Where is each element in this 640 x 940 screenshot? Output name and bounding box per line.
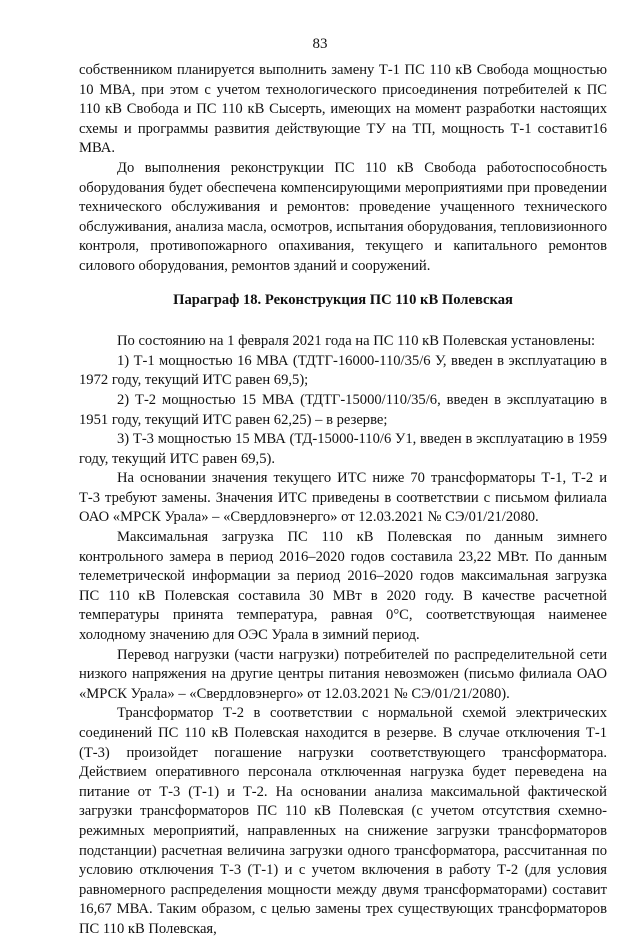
- paragraph: По состоянию на 1 февраля 2021 года на ПС 110 кВ Полевская установлены:: [117, 333, 596, 350]
- paragraph: До выполнения реконструкции ПС 110 кВ Свобода работоспособность оборудования будет обеспечена компенсирующими мероприятиями при проведении технического обслуживания и ремонтов: проведение учащенного технического обслуживания, анализа масла, осмотров, испытания оборудования, тепловизионного контроля, противопожарного опахивания, текущего и капитального ремонтов силового оборудования, ремонтов зданий и сооружений.: [79, 159, 607, 274]
- list-item: 3) Т-3 мощностью 15 МВА (ТД-15000-110/6 У1, введен в эксплуатацию в 1959 году, текущий ИТС равен 69,5).: [79, 431, 607, 467]
- document-body: [79, 61, 607, 940]
- paragraph: Трансформатор Т-2 в соответствии с нормальной схемой электрических соединений ПС 110 кВ Полевская находится в резерве. В случае отключения Т-1 (Т-3) произойдет погашение нагрузки соответствующего трансформатора. Действием оперативного персонала отключенная нагрузка будет переведена на питание от Т-3 (Т-1) и Т-2. На основании анализа максимальной фактической загрузки трансформаторов ПС 110 кВ Полевская (с учетом отсутствия схемно-режимных мероприятий, направленных на снижение загрузки трансформаторов подстанции) расчетная величина загрузки одного трансформатора, рассчитанная по условию отключения Т-3 (Т-1) и с учетом включения в работу Т-2 (для условия равномерного распределения мощности между двумя трансформаторами) составит 16,67 МВА. Таким образом, с целью замены трех существующих трансформаторов ПС 110 кВ Полевская,: [79, 705, 607, 937]
- list-item: 2) Т-2 мощностью 15 МВА (ТДТГ-15000/110/35/6, введен в эксплуатацию в 1951 году, текущий ИТС равен 62,25) – в резерве;: [79, 391, 607, 428]
- section-heading: Параграф 18. Реконструкция ПС 110 кВ Полевская: [173, 291, 513, 308]
- paragraph: На основании значения текущего ИТС ниже 70 трансформаторы Т-1, Т-2 и Т-3 требуют замены. Значения ИТС приведены в соответствии с письмом филиала ОАО «МРСК Урала» – «Свердловэнерго» от 12.03.2021 № СЭ/01/21/2080.: [79, 470, 607, 526]
- paragraph: Максимальная загрузка ПС 110 кВ Полевская по данным зимнего контрольного замера в период 2016–2020 годов составила 23,22 МВт. По данным телеметрической информации за период 2016–2020 годов максимальная загрузка ПС 110 кВ Полевская составила 30 МВт в 2020 году. В качестве расчетной температуры принята температура, равная 0°С, соответствующая наименее холодному значению для ОЭС Урала в зимний период.: [79, 529, 607, 644]
- paragraph: Перевод нагрузки (части нагрузки) потребителей по распределительной сети низкого напряжения на другие центры питания невозможен (письмо филиала ОАО «МРСК Урала» – «Свердловэнерго» от 12.03.2021 № СЭ/01/21/2080).: [79, 646, 607, 702]
- page-number: 83: [312, 36, 328, 52]
- paragraph-continuation: собственником планируется выполнить замену Т-1 ПС 110 кВ Свобода мощностью 10 МВА, при этом с учетом технологического присоединения потребителей к ПС 110 кВ Свобода и ПС 110 кВ Сысерть, имеющих на момент разработки настоящих схемы и программы развития действующие ТУ на ТП, мощность Т-1 составит16 МВА.: [79, 62, 607, 157]
- list-item: 1) Т-1 мощностью 16 МВА (ТДТГ-16000-110/35/6 У, введен в эксплуатацию в 1972 году, текущий ИТС равен 69,5);: [79, 352, 607, 389]
